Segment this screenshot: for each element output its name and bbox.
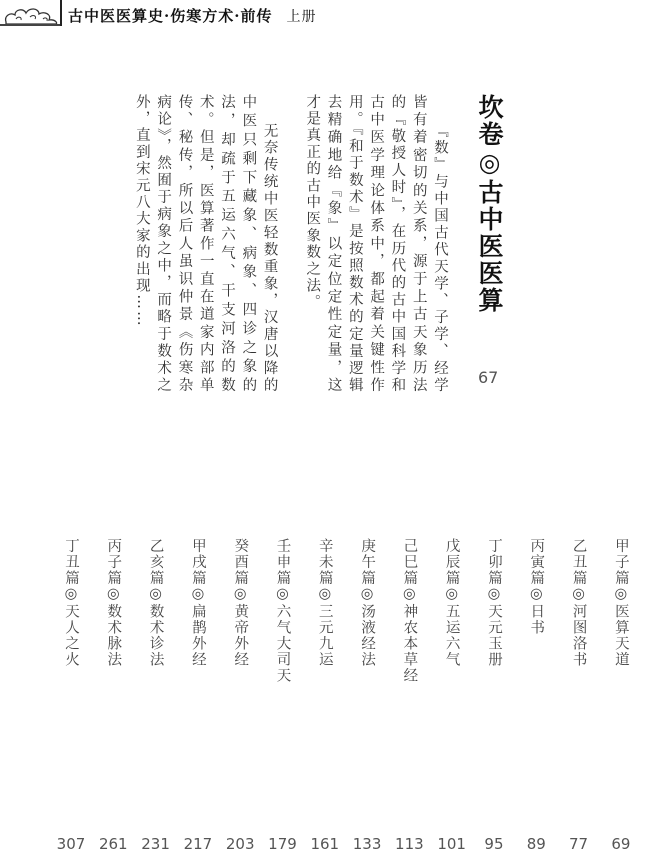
header-separator	[60, 0, 62, 26]
toc-entry-title: 癸酉篇◎黄帝外经	[232, 538, 249, 668]
chapter-title: 坎卷◎古中医医算	[475, 94, 504, 314]
toc-entry-title: 乙丑篇◎河图洛书	[570, 538, 587, 668]
page-header	[0, 0, 646, 26]
chapter-page-number: 67	[478, 368, 499, 387]
toc-entry-title: 丙子篇◎数术脉法	[105, 538, 122, 668]
toc-entry-title: 丁卯篇◎天元玉册	[485, 538, 502, 668]
cloud-ornament-icon	[2, 2, 60, 26]
toc-entry-page: 203	[225, 835, 255, 853]
toc-entry[interactable]	[140, 538, 172, 853]
running-header	[68, 5, 316, 26]
volume-label: 上册	[286, 9, 317, 25]
toc-entry-title: 己巳篇◎神农本草经	[401, 538, 418, 684]
toc-entry-page: 217	[183, 835, 213, 853]
toc-entry[interactable]	[266, 538, 298, 853]
book-title: 古中医医算史·伤寒方术·前传	[68, 7, 273, 25]
toc-entry-page: 77	[569, 835, 589, 853]
toc-entry-title: 壬申篇◎六气大司天	[274, 538, 291, 684]
toc-entry-title: 丙寅篇◎日书	[528, 538, 545, 636]
intro-paragraph: 无奈传统中医轻数重象，汉唐以降的中医只剩下藏象、病象、四诊之象的法，却疏于五运六气、干支河洛的数术。但是，医算著作一直在道家内部单传、秘传，所以后人虽识仲景《伤寒杂病论》，然囿于病象之中，而略于数术之外，直到宋元八大家的出现……	[133, 94, 278, 394]
toc-entry[interactable]	[436, 538, 468, 853]
toc-entry-title: 辛未篇◎三元九运	[316, 538, 333, 668]
toc-entry[interactable]	[97, 538, 129, 853]
toc-entry-title: 戊辰篇◎五运六气	[443, 538, 460, 668]
toc-entry[interactable]	[182, 538, 214, 853]
toc-entry-title: 甲戌篇◎扁鹊外经	[189, 538, 206, 668]
toc-entry-page: 231	[141, 835, 170, 853]
toc-entry-page: 89	[526, 835, 546, 853]
toc-entry-title: 丁丑篇◎天人之火	[63, 538, 79, 668]
toc-entry-page: 101	[437, 835, 466, 853]
toc-entry-title: 甲子篇◎医算天道	[612, 538, 629, 668]
toc-entry[interactable]	[605, 538, 637, 853]
toc-entry-page: 161	[310, 835, 340, 853]
table-of-contents	[55, 538, 637, 853]
toc-entry-page: 95	[484, 835, 504, 853]
toc-entry-title: 乙亥篇◎数术诊法	[147, 538, 164, 668]
toc-entry-page: 179	[268, 835, 297, 853]
toc-entry-page: 133	[352, 835, 382, 853]
intro-paragraph: 『数』与中国古代天学、子学、经学皆有着密切的关系，源于上古天象历法的『敬授人时』，在历代的古中国科学和古中医学理论体系中，都起着关键性作用。『和于数术』是按照数术的定量逻辑去精确地给『象』以定位定性定量，这才是真正的古中医象数之法。	[304, 94, 448, 394]
toc-entry[interactable]	[309, 538, 341, 853]
toc-entry-page: 69	[611, 835, 631, 853]
chapter-intro	[55, 94, 450, 394]
toc-entry[interactable]	[520, 538, 552, 853]
toc-entry-page: 113	[395, 835, 424, 853]
toc-entry[interactable]	[478, 538, 510, 853]
toc-entry[interactable]	[55, 538, 87, 853]
toc-entry[interactable]	[224, 538, 256, 853]
toc-entry[interactable]	[563, 538, 595, 853]
toc-entry[interactable]	[393, 538, 425, 853]
toc-entry-page: 307	[56, 835, 86, 853]
toc-entry[interactable]	[351, 538, 383, 853]
toc-entry-title: 庚午篇◎汤液经法	[359, 538, 376, 668]
toc-entry-page: 261	[98, 835, 128, 853]
header-rule	[0, 24, 60, 26]
